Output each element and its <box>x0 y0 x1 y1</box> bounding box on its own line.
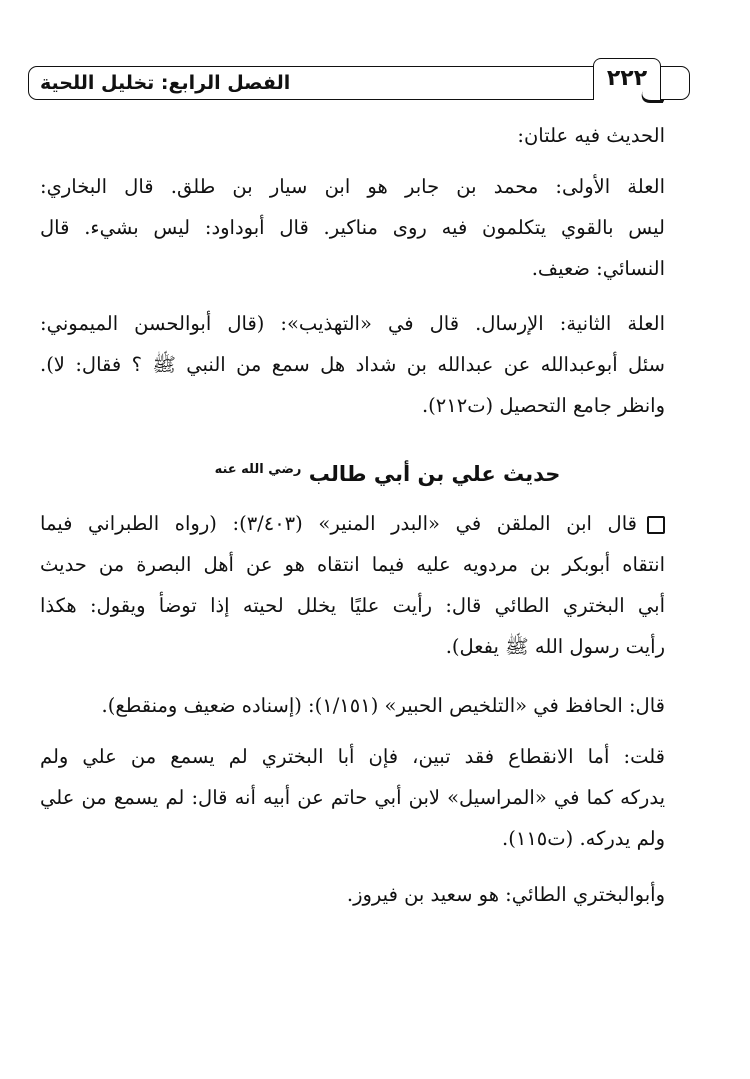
hadith-paragraph <box>40 503 665 667</box>
text-line: ولم يدركه. (ت١١٥). <box>502 827 665 850</box>
text-line: ليس بالقوي يتكلمون فيه روى مناكير. قال أبوداود: ليس بشيء. قال <box>40 216 665 239</box>
section-heading <box>40 450 665 490</box>
text-line: قلت: أما الانقطاع فقد تبين، فإن أبا البختري لم يسمع من علي ولم <box>40 745 665 768</box>
honorific-mark: رضي الله عنه <box>214 462 302 477</box>
text-line-content: قال ابن الملقن في «البدر المنير» (٣/٤٠٣): (رواه الطبراني فيما <box>40 512 637 535</box>
text-line <box>40 503 665 544</box>
second-defect-paragraph <box>40 303 665 426</box>
text-line: وأبوالبختري الطائي: هو سعيد بن فيروز. <box>346 883 665 906</box>
square-bullet-icon <box>647 516 665 534</box>
text-line: سئل أبوعبدالله عن عبدالله بن شداد هل سمع من النبي ﷺ ؟ فقال: لا). <box>40 353 665 376</box>
text-line: أبي البختري الطائي قال: رأيت عليًا يخلل لحيته إذا توضأ ويقول: هكذا <box>40 594 665 617</box>
author-note-paragraph <box>40 736 665 859</box>
text-line: الحديث فيه علتان: <box>517 124 665 147</box>
text-line: النسائي: ضعيف. <box>531 257 665 280</box>
text-line: يدركه كما في «المراسيل» لابن أبي حاتم عن أبيه أنه قال: لم يسمع من علي <box>40 786 665 809</box>
first-defect-paragraph <box>40 166 665 289</box>
chapter-title: الفصل الرابع: تخليل اللحية <box>40 72 291 94</box>
text-line: قال: الحافظ في «التلخيص الحبير» (١/١٥١): (إسناده ضعيف ومنقطع). <box>101 694 665 717</box>
page-number: ٢٢٢ <box>606 66 648 91</box>
text-line: العلة الثانية: الإرسال. قال في «التهذيب»: (قال أبوالحسن الميموني: <box>40 312 665 335</box>
page-number-flourish <box>637 90 669 103</box>
text-line: وانظر جامع التحصيل (ت٢١٢). <box>421 394 665 417</box>
intro-paragraph <box>40 115 665 156</box>
text-line: انتقاه أبوبكر بن مردويه عليه فيما انتقاه هو عن أهل البصرة من حديث <box>40 553 665 576</box>
section-heading-text: حديث علي بن أبي طالب <box>308 462 561 486</box>
text-line: العلة الأولى: محمد بن جابر هو ابن سيار بن طلق. قال البخاري: <box>40 175 665 198</box>
closing-paragraph <box>40 874 665 915</box>
hafiz-paragraph <box>40 685 665 726</box>
text-line: رأيت رسول الله ﷺ يفعل). <box>445 635 665 658</box>
